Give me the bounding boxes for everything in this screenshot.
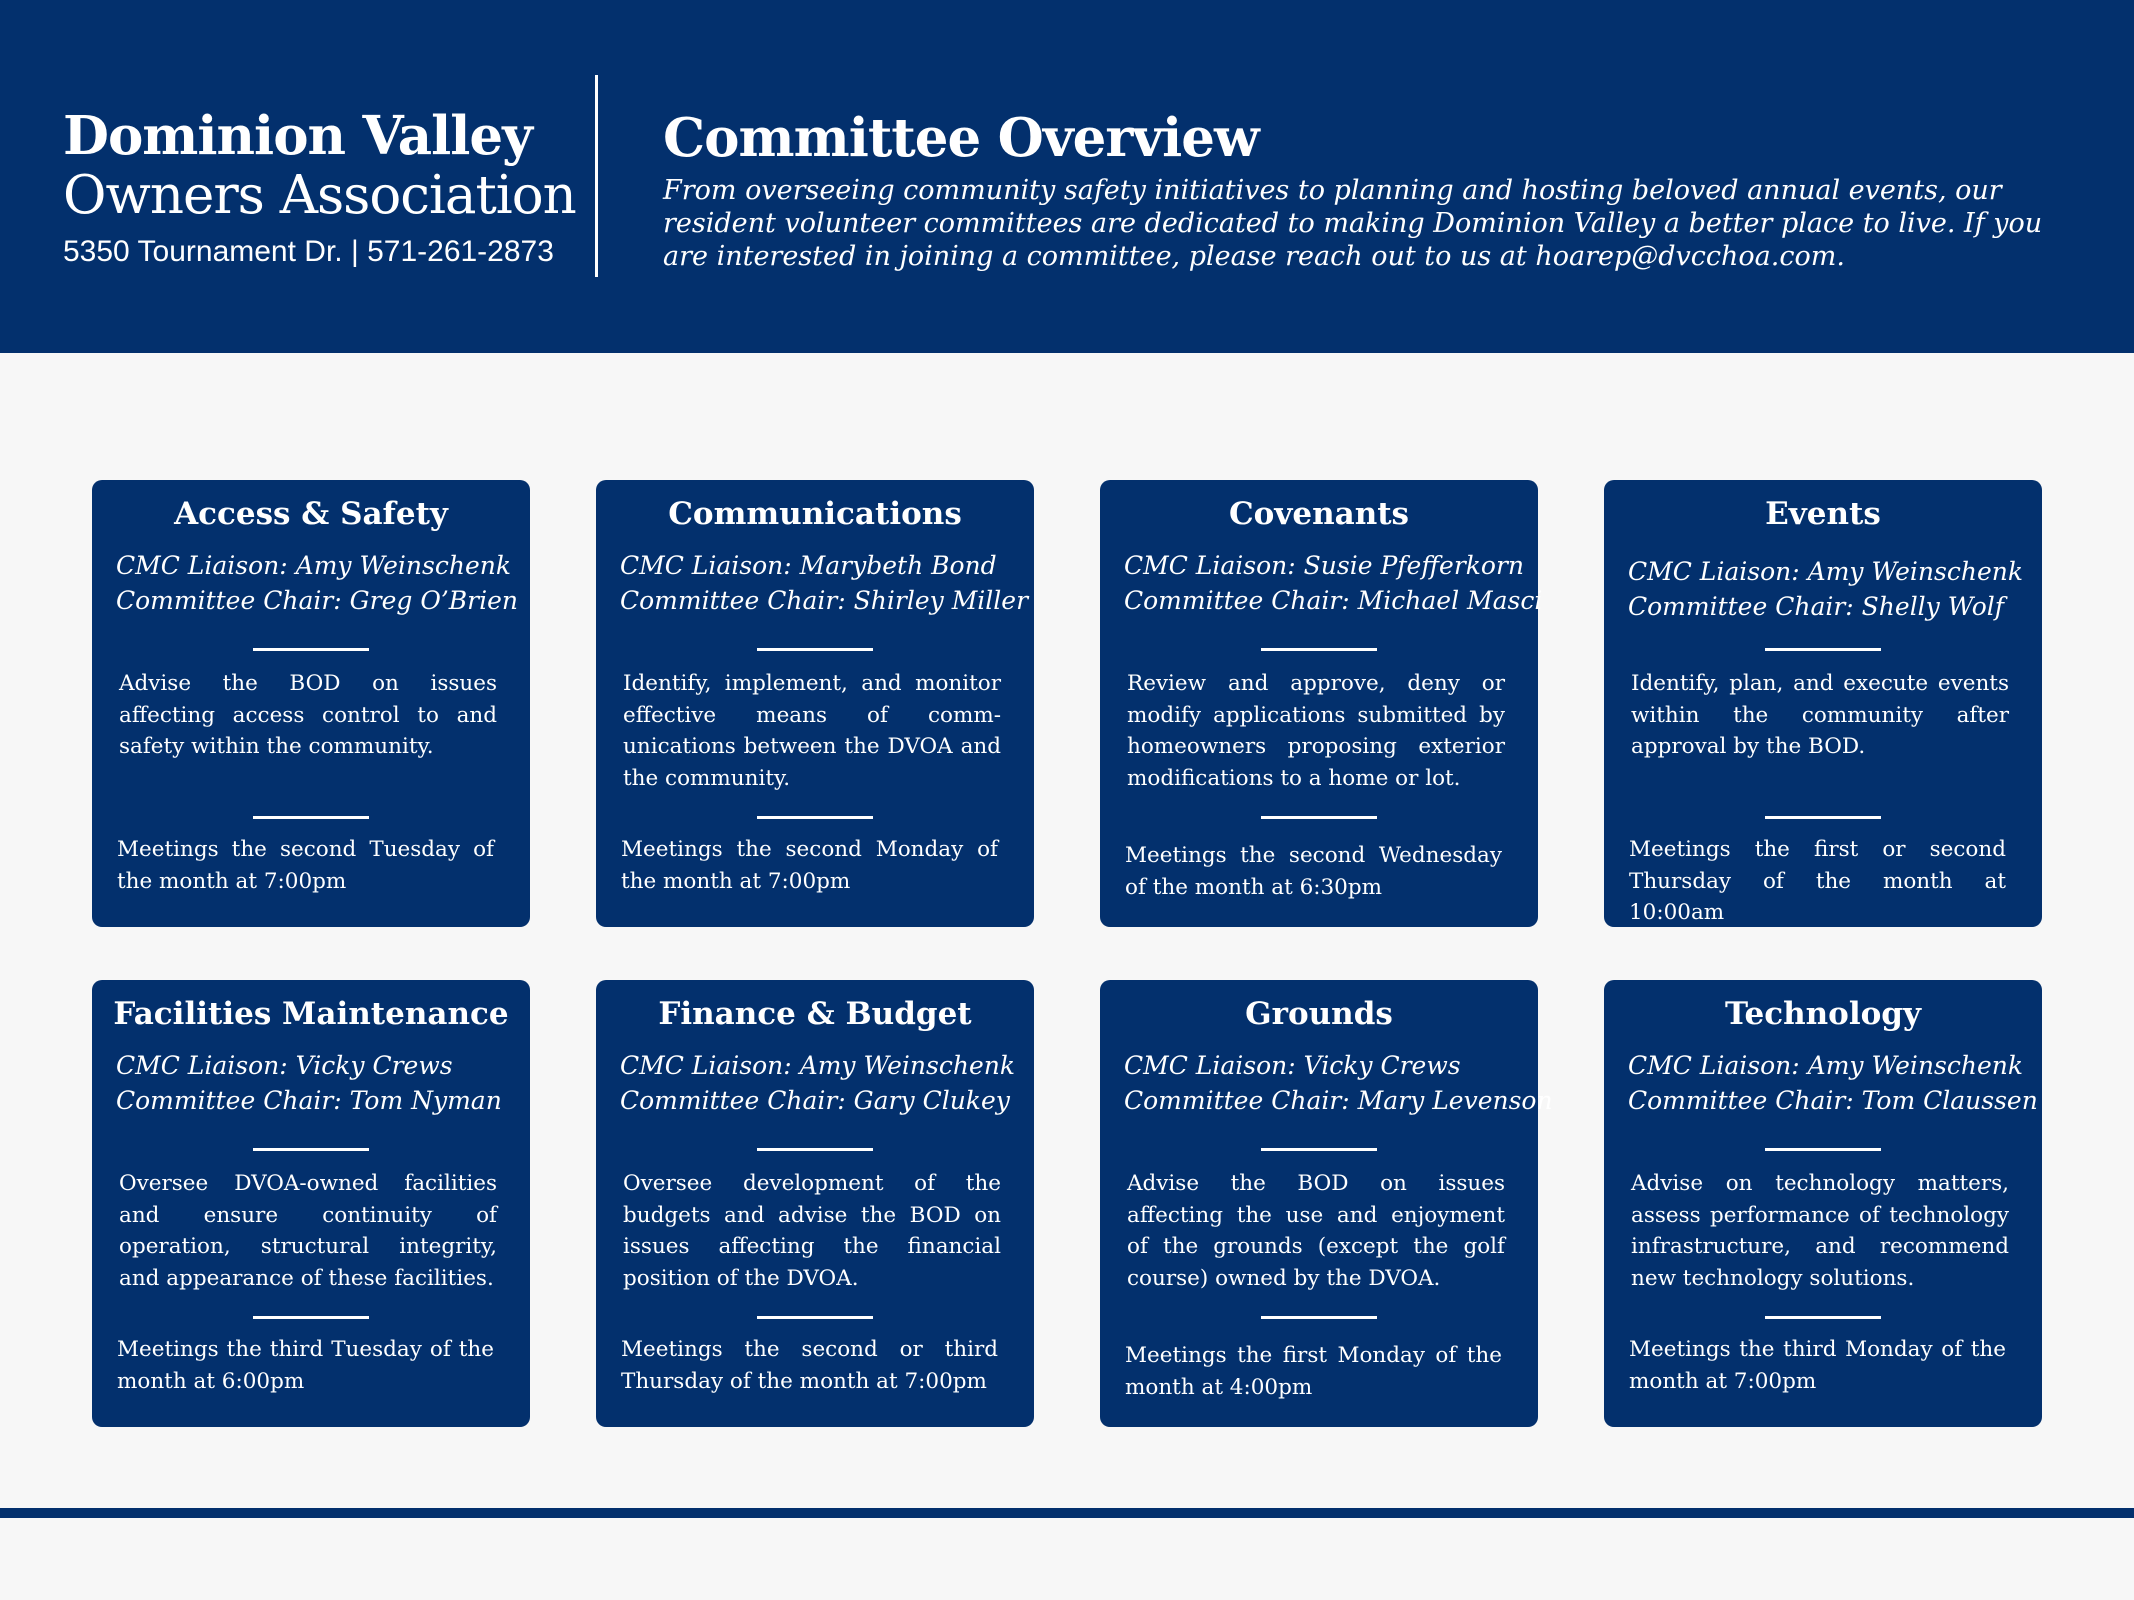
- committee-chair: Committee Chair: Gary Clukey: [620, 1086, 1010, 1115]
- header-divider: [595, 75, 598, 277]
- committee-grid: [92, 480, 2042, 1428]
- committee-liaison: CMC Liaison: Amy Weinschenk: [620, 1051, 1016, 1080]
- committee-meetings: Meetings the first Monday of the month at 4:00pm: [1125, 1343, 1502, 1400]
- committee-meetings: Meetings the second Wednesday of the month at 6:30pm: [1125, 843, 1502, 900]
- card-divider: [253, 816, 369, 819]
- committee-liaison: CMC Liaison: Amy Weinschenk: [116, 551, 512, 580]
- footer-bar: [0, 1508, 2134, 1518]
- committee-liaison: CMC Liaison: Susie Pfefferkorn: [1124, 551, 1525, 580]
- committee-people: [1124, 1048, 1553, 1118]
- committee-people: [620, 1048, 1020, 1118]
- committee-chair: Committee Chair: Tom Claussen: [1628, 1086, 2038, 1115]
- card-divider: [1765, 648, 1881, 651]
- committee-description: Identify, plan, and execute events within the community after approval by the BOD.: [1631, 671, 2009, 759]
- card-divider: [757, 1148, 873, 1151]
- committee-chair: Committee Chair: Greg O’Brien: [116, 586, 518, 615]
- committee-meetings: Meetings the second Tuesday of the month at 7:00pm: [117, 837, 494, 894]
- committee-description: Advise on technology matters, assess performance of technology infrastructure, and recommend new technology solutions.: [1631, 1171, 2009, 1291]
- card-divider: [1765, 1316, 1881, 1319]
- committee-name: Communications: [668, 496, 962, 532]
- committee-people: [116, 548, 516, 618]
- committee-card-communications: [596, 480, 1034, 927]
- card-divider: [1765, 816, 1881, 819]
- committee-name: Grounds: [1245, 996, 1393, 1032]
- committee-description: Oversee DVOA-owned facilities and ensure continuity of operation, structural integrity, and appearance of these facilities.: [119, 1171, 497, 1291]
- committee-card-grounds: [1100, 980, 1553, 1427]
- card-divider: [757, 648, 873, 651]
- header-banner: [0, 0, 2134, 353]
- organization-block: [63, 104, 583, 274]
- committee-chair: Committee Chair: Shelly Wolf: [1628, 592, 2005, 621]
- committee-meetings: Meetings the third Monday of the month at 7:00pm: [1629, 1337, 2006, 1394]
- committee-people: [620, 548, 1029, 618]
- committee-meetings: Meetings the third Tuesday of the month at 6:00pm: [117, 1337, 494, 1394]
- committee-meetings: Meetings the second Monday of the month at 7:00pm: [621, 837, 998, 894]
- org-name-line1: Dominion Valley: [63, 105, 532, 167]
- committee-chair: Committee Chair: Shirley Miller: [620, 586, 1029, 615]
- card-divider: [253, 1316, 369, 1319]
- card-divider: [253, 648, 369, 651]
- committee-people: [1628, 554, 2028, 624]
- committee-meetings: Meetings the first or second Thursday of the month at 10:00am: [1629, 837, 2006, 925]
- committee-people: [1124, 548, 1543, 618]
- committee-card-access-safety: [92, 480, 530, 927]
- card-divider: [1261, 816, 1377, 819]
- committee-name: Events: [1765, 496, 1881, 532]
- committee-name: Technology: [1724, 996, 1921, 1032]
- committee-meetings: Meetings the second or third Thursday of the month at 7:00pm: [621, 1337, 998, 1394]
- committee-description: Review and approve, deny or modify applications submitted by homeowners proposing exterior modifications to a home or lot.: [1127, 671, 1505, 791]
- card-divider: [253, 1148, 369, 1151]
- committee-name: Finance & Budget: [658, 996, 972, 1032]
- committee-description: Advise the BOD on issues affecting access control to and safety within the community.: [119, 671, 497, 759]
- org-name-line2: Owners Association: [63, 165, 576, 226]
- card-divider: [1261, 1148, 1377, 1151]
- page-title: Committee Overview: [663, 107, 1259, 169]
- committee-liaison: CMC Liaison: Amy Weinschenk: [1628, 557, 2024, 586]
- committee-liaison: CMC Liaison: Vicky Crews: [116, 1051, 453, 1080]
- card-divider: [1261, 648, 1377, 651]
- committee-card-events: [1604, 480, 2042, 927]
- committee-card-technology: [1604, 980, 2042, 1427]
- committee-chair: Committee Chair: Tom Nyman: [116, 1086, 502, 1115]
- committee-liaison: CMC Liaison: Marybeth Bond: [620, 551, 997, 580]
- committee-liaison: CMC Liaison: Amy Weinschenk: [1628, 1051, 2024, 1080]
- committee-description: Oversee development of the budgets and advise the BOD on issues affecting the financial position of the DVOA.: [623, 1171, 1001, 1291]
- card-divider: [1765, 1148, 1881, 1151]
- committee-card-covenants: [1100, 480, 1543, 927]
- committee-card-facilities-maintenance: [92, 980, 530, 1427]
- org-contact: 5350 Tournament Dr. | 571-261-2873: [63, 235, 554, 268]
- committee-people: [116, 1048, 516, 1118]
- committee-card-finance-budget: [596, 980, 1034, 1427]
- committee-people: [1628, 1048, 2038, 1118]
- committee-chair: Committee Chair: Mary Levenson: [1124, 1086, 1553, 1115]
- committee-name: Facilities Maintenance: [113, 996, 509, 1032]
- committee-description: Advise the BOD on issues affecting the use and enjoyment of the grounds (except the golf course) owned by the DVOA.: [1127, 1171, 1505, 1291]
- overview-block: [663, 106, 2083, 273]
- committee-chair: Committee Chair: Michael Masci: [1124, 586, 1543, 615]
- committee-description: Identify, implement, and monitor effective means of comm-unications between the DVOA and the community.: [623, 671, 1001, 791]
- card-divider: [757, 1316, 873, 1319]
- committee-name: Access & Safety: [174, 496, 448, 532]
- card-divider: [757, 816, 873, 819]
- card-divider: [1261, 1316, 1377, 1319]
- committee-name: Covenants: [1228, 496, 1410, 532]
- committee-liaison: CMC Liaison: Vicky Crews: [1124, 1051, 1461, 1080]
- intro-text: From overseeing community safety initiatives to planning and hosting beloved annual events, our resident volunteer committees are dedicated to making Dominion Valley a better place to live. If you are interested in joining a committee, please reach out to us at hoarep@dvcchoa.com.: [663, 175, 2043, 272]
